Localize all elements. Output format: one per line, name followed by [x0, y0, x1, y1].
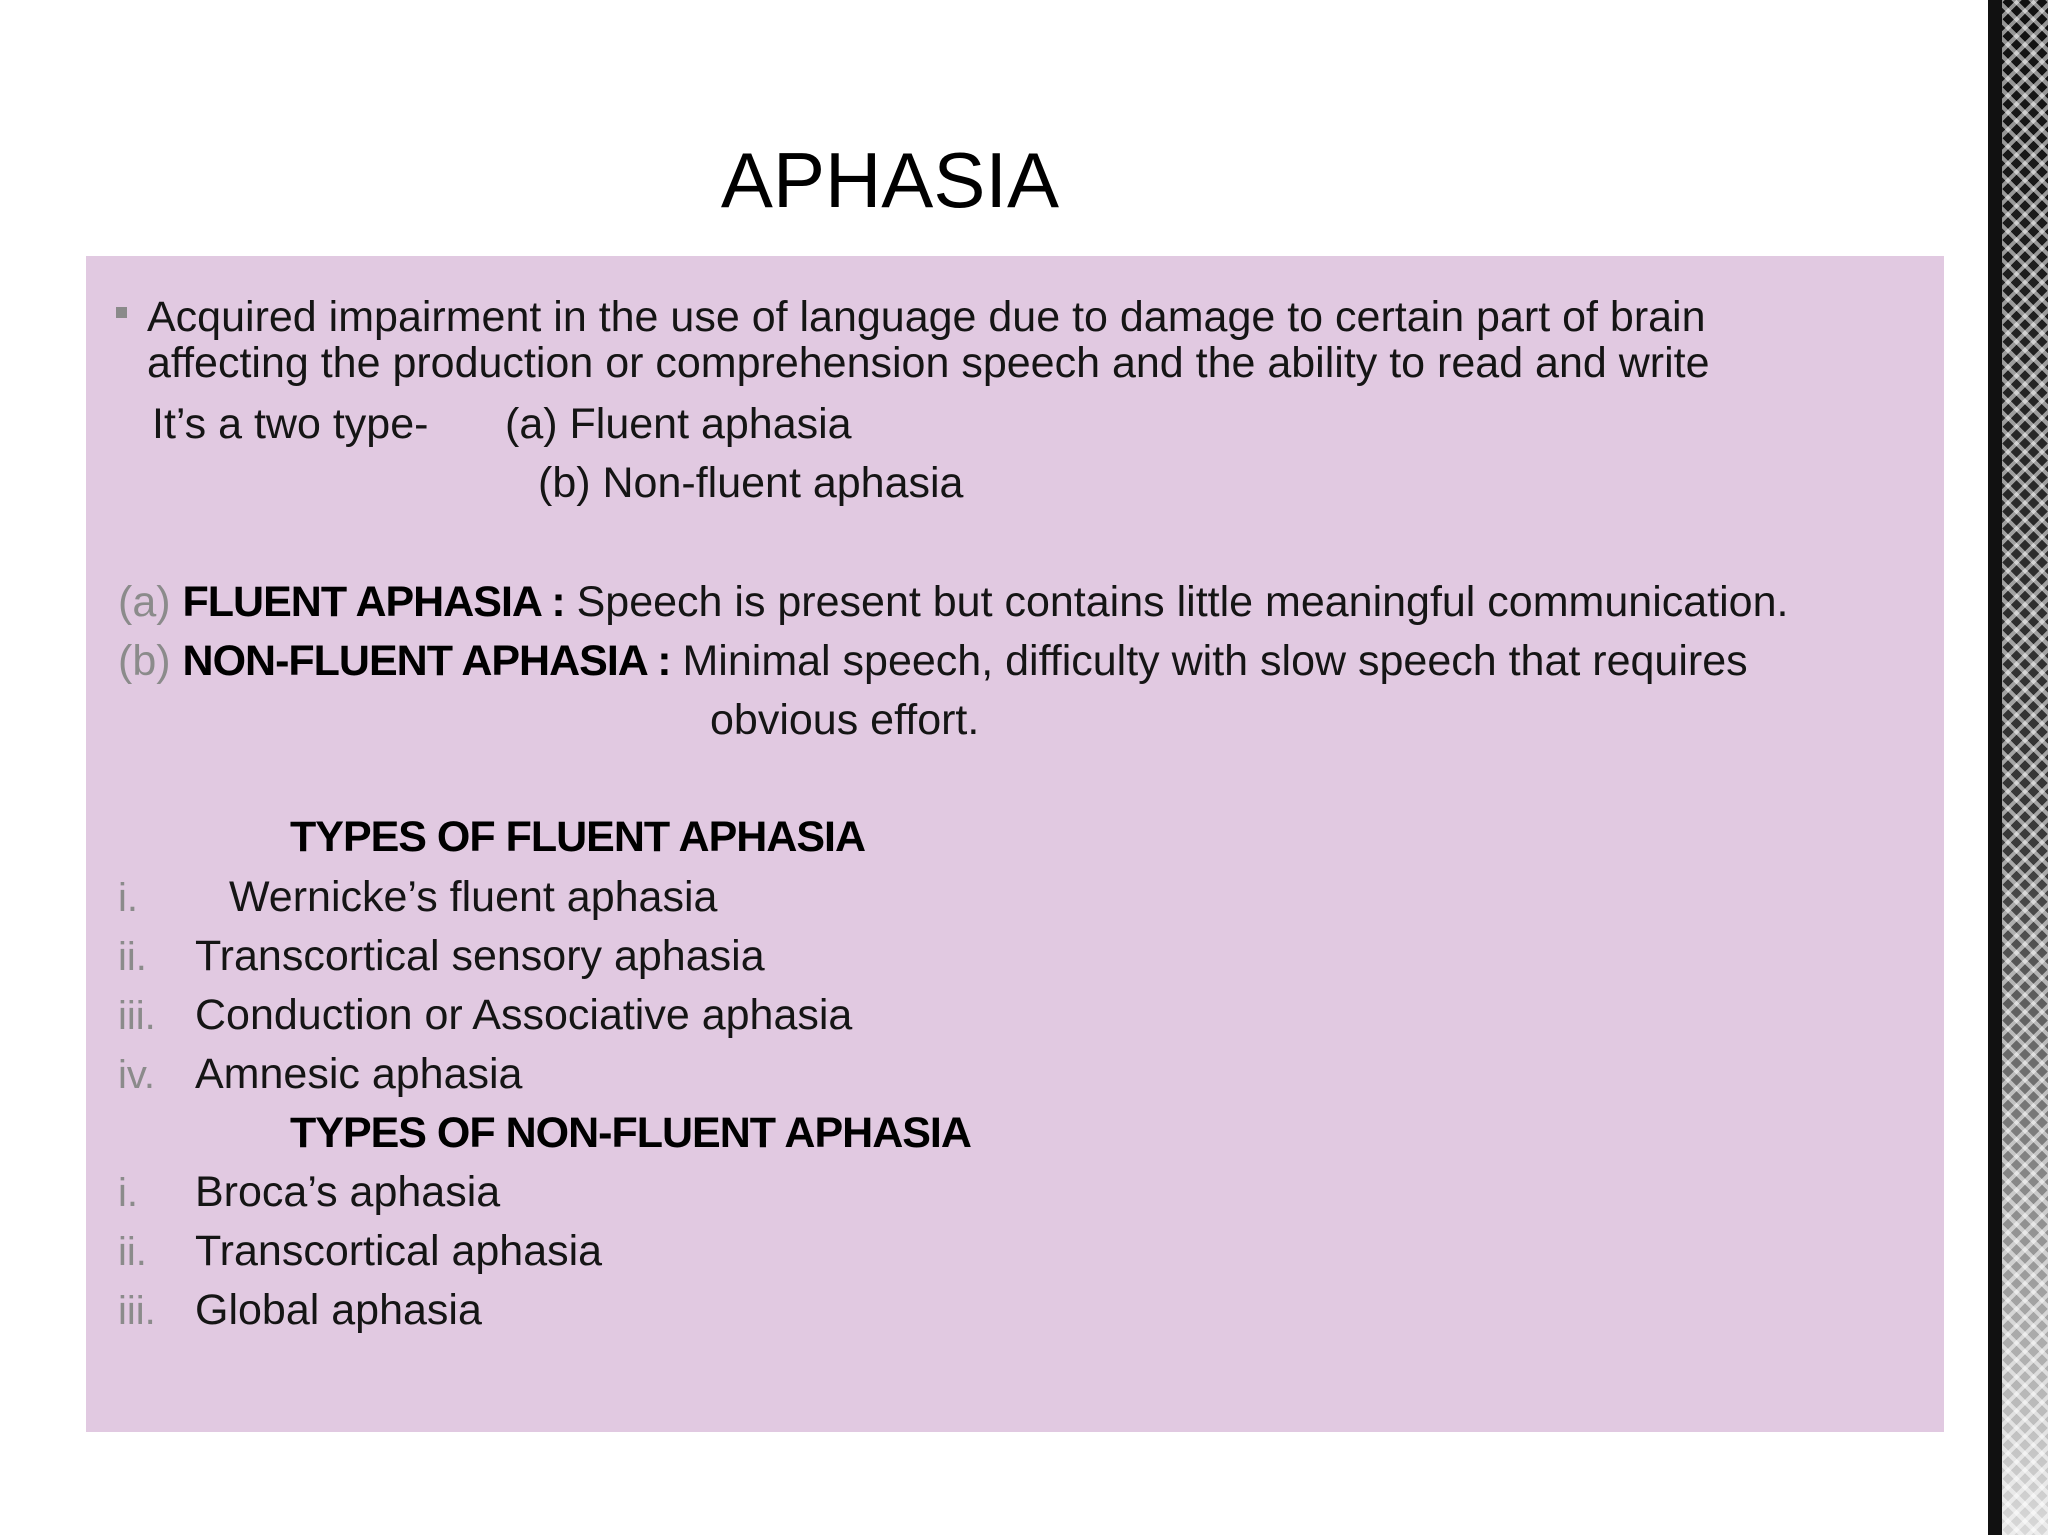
fluent-item-1-number: i.: [118, 876, 138, 920]
fluent-item-4-number: iv.: [118, 1053, 156, 1097]
nonfluent-item-3: Global aphasia: [195, 1286, 482, 1334]
fluent-term: FLUENT APHASIA :: [182, 578, 565, 626]
nonfluent-marker: (b): [118, 637, 171, 685]
decorative-side-pattern: [1980, 0, 2048, 1535]
fluent-item-2-number: ii.: [118, 935, 147, 979]
fluent-item-1: Wernicke’s fluent aphasia: [229, 873, 718, 921]
fluent-marker: (a): [118, 578, 171, 626]
types-intro-label: It’s a two type-: [152, 400, 429, 448]
fluent-text: Speech is present but contains little meaningful communication.: [564, 578, 1789, 626]
nonfluent-item-3-number: iii.: [118, 1289, 156, 1333]
slide-title: APHASIA: [720, 136, 1060, 224]
side-dark-bar: [1988, 0, 2002, 1535]
definition-line-1: Acquired impairment in the use of language due to damage to certain part of brain: [147, 293, 1706, 341]
nonfluent-definition: [118, 636, 1748, 686]
definition-line-2: affecting the production or comprehension speech and the ability to read and write: [147, 339, 1710, 387]
types-intro-b: (b) Non-fluent aphasia: [538, 459, 964, 507]
nonfluent-item-2-number: ii.: [118, 1230, 147, 1274]
fluent-types-heading: TYPES OF FLUENT APHASIA: [290, 813, 866, 861]
square-bullet-icon: [116, 307, 127, 318]
nonfluent-text: Minimal speech, difficulty with slow speech that requires: [670, 637, 1748, 685]
nonfluent-item-2: Transcortical aphasia: [195, 1227, 603, 1275]
fluent-item-2: Transcortical sensory aphasia: [195, 932, 765, 980]
fluent-definition: [118, 577, 1788, 627]
types-intro-a: (a) Fluent aphasia: [505, 400, 852, 448]
side-checker-pattern: [2002, 0, 2048, 1535]
nonfluent-types-heading: TYPES OF NON-FLUENT APHASIA: [290, 1109, 971, 1157]
fluent-item-4: Amnesic aphasia: [195, 1050, 523, 1098]
nonfluent-text-continued: obvious effort.: [710, 696, 980, 744]
nonfluent-item-1: Broca’s aphasia: [195, 1168, 501, 1216]
fluent-item-3-number: iii.: [118, 994, 156, 1038]
nonfluent-item-1-number: i.: [118, 1171, 138, 1215]
fluent-item-3: Conduction or Associative aphasia: [195, 991, 853, 1039]
nonfluent-term: NON-FLUENT APHASIA :: [182, 637, 671, 685]
